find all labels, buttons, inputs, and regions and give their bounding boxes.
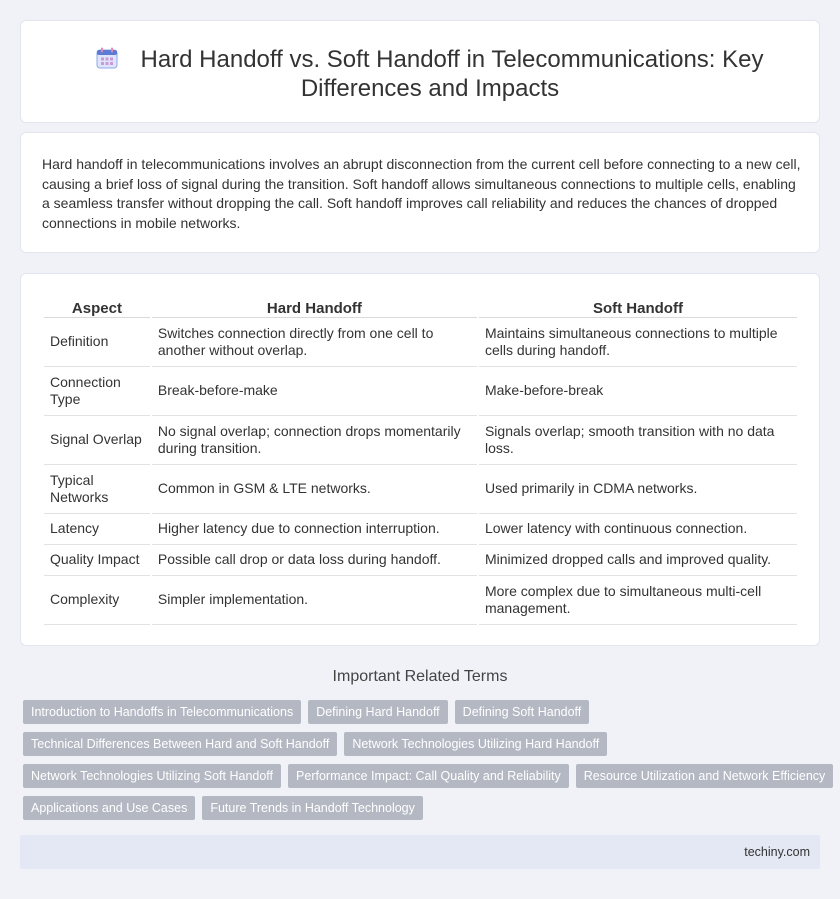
hard-cell: Switches connection directly from one cell to another without overlap. [152, 318, 477, 367]
table-row [44, 416, 797, 465]
soft-cell: Maintains simultaneous connections to multiple cells during handoff. [479, 318, 797, 367]
soft-cell: Lower latency with continuous connection. [479, 514, 797, 545]
tag-technical-differences[interactable]: Technical Differences Between Hard and Soft Handoff [23, 732, 337, 756]
table-row [44, 367, 797, 416]
soft-cell: Used primarily in CDMA networks. [479, 465, 797, 514]
aspect-cell: Typical Networks [44, 465, 150, 514]
aspect-cell: Complexity [44, 576, 150, 625]
tag-row [23, 732, 823, 756]
aspect-cell: Latency [44, 514, 150, 545]
footer-site[interactable]: techiny.com [744, 845, 810, 859]
header-hard-handoff: Hard Handoff [152, 296, 477, 318]
comparison-table [42, 296, 799, 625]
aspect-cell: Quality Impact [44, 545, 150, 576]
tag-row [23, 700, 823, 724]
tag-defining-soft-handoff[interactable]: Defining Soft Handoff [455, 700, 590, 724]
tag-network-technologies-hard[interactable]: Network Technologies Utilizing Hard Handoff [344, 732, 607, 756]
soft-cell: More complex due to simultaneous multi-cell management. [479, 576, 797, 625]
tag-future-trends[interactable]: Future Trends in Handoff Technology [202, 796, 423, 820]
hard-cell: Higher latency due to connection interruption. [152, 514, 477, 545]
hard-cell: Break-before-make [152, 367, 477, 416]
related-terms-tags [23, 700, 826, 828]
tag-resource-utilization[interactable]: Resource Utilization and Network Efficiency [576, 764, 834, 788]
calendar-icon [96, 47, 118, 69]
aspect-cell: Connection Type [44, 367, 150, 416]
table-row [44, 576, 797, 625]
table-row [44, 465, 797, 514]
table-row [44, 318, 797, 367]
tag-network-technologies-soft[interactable]: Network Technologies Utilizing Soft Handoff [23, 764, 281, 788]
header-aspect: Aspect [44, 296, 150, 318]
hard-cell: No signal overlap; connection drops momentarily during transition. [152, 416, 477, 465]
table-row [44, 545, 797, 576]
tag-row [23, 796, 823, 820]
related-terms-title: Important Related Terms [332, 668, 508, 685]
intro-paragraph: Hard handoff in telecommunications involves an abrupt disconnection from the current cell before connecting to a new cell, causing a brief loss of signal during the transition. Soft handoff allows simultaneous connections to multiple cells, enabling a seamless transfer without dropping the call. Soft handoff improves call reliability and reduces the chances of dropped connections in mobile networks. [42, 156, 801, 231]
tag-introduction-to-handoffs[interactable]: Introduction to Handoffs in Telecommunications [23, 700, 301, 724]
soft-cell: Signals overlap; smooth transition with no data loss. [479, 416, 797, 465]
comparison-card [20, 273, 820, 646]
table-header-row [44, 296, 797, 318]
footer [20, 835, 820, 869]
table-row [44, 514, 797, 545]
hard-cell: Simpler implementation. [152, 576, 477, 625]
page-title-wrap [81, 45, 779, 103]
title-card [20, 20, 820, 123]
intro-card [20, 132, 820, 253]
soft-cell: Minimized dropped calls and improved quality. [479, 545, 797, 576]
soft-cell: Make-before-break [479, 367, 797, 416]
page-title: Hard Handoff vs. Soft Handoff in Telecommunications: Key Differences and Impacts [140, 46, 764, 102]
hard-cell: Possible call drop or data loss during handoff. [152, 545, 477, 576]
aspect-cell: Signal Overlap [44, 416, 150, 465]
tag-performance-impact[interactable]: Performance Impact: Call Quality and Reliability [288, 764, 569, 788]
tag-applications-and-use-cases[interactable]: Applications and Use Cases [23, 796, 195, 820]
aspect-cell: Definition [44, 318, 150, 367]
tag-defining-hard-handoff[interactable]: Defining Hard Handoff [308, 700, 447, 724]
hard-cell: Common in GSM & LTE networks. [152, 465, 477, 514]
tag-row [23, 764, 826, 788]
header-soft-handoff: Soft Handoff [479, 296, 797, 318]
